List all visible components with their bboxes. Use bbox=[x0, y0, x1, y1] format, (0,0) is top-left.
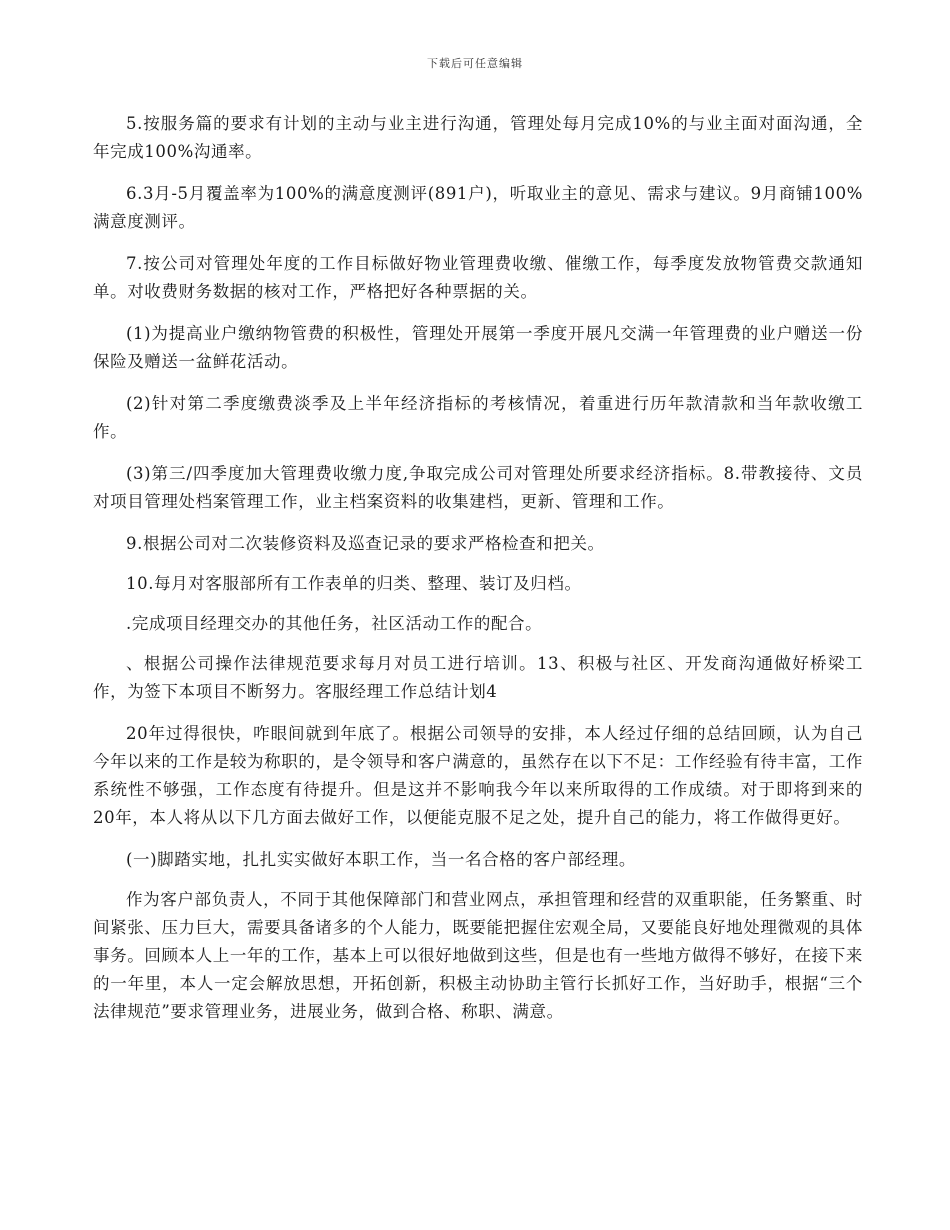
page-header: 下载后可任意编辑 bbox=[427, 57, 523, 70]
paragraph-item-5: 5.按服务篇的要求有计划的主动与业主进行沟通，管理处每月完成10%的与业主面对面沟通，全年完成100%沟通率。 bbox=[93, 114, 863, 161]
paragraph-subitem-1: (1)为提高业户缴纳物管费的积极性，管理处开展第一季度开展凡交满一年管理费的业户赠送一份保险及赠送一盆鲜花活动。 bbox=[93, 324, 863, 371]
paragraph-summary-intro: 20年过得很快，咋眼间就到年底了。根据公司领导的安排，本人经过仔细的总结回顾，认为自己今年以来的工作是较为称职的，是令领导和客户满意的，虽然存在以下不足：工作经验有待丰富，工作系统性不够强，工作态度有待提升。但是这并不影响我今年以来所取得的工作成绩。对于即将到来的20年，本人将从以下几方面去做好工作，以便能克服不足之处，提升自己的能力，将工作做得更好。 bbox=[93, 724, 863, 827]
paragraph-subitem-3: (3)第三/四季度加大管理费收缴力度,争取完成公司对管理处所要求经济指标。8.带教接待、文员对项目管理处档案管理工作，业主档案资料的收集建档，更新、管理和工作。 bbox=[93, 464, 863, 511]
paragraph-item-6: 6.3月-5月覆盖率为100%的满意度测评(891户)，听取业主的意见、需求与建议。9月商铺100%满意度测评。 bbox=[93, 184, 863, 231]
paragraph-subitem-2: (2)针对第二季度缴费淡季及上半年经济指标的考核情况，着重进行历年款清款和当年款收缴工作。 bbox=[93, 394, 863, 441]
paragraph-item-7: 7.按公司对管理处年度的工作目标做好物业管理费收缴、催缴工作，每季度发放物管费交款通知单。对收费财务数据的核对工作，严格把好各种票据的关。 bbox=[93, 254, 863, 301]
document-body bbox=[93, 110, 863, 1040]
paragraph-section-body: 作为客户部负责人，不同于其他保障部门和营业网点，承担管理和经营的双重职能，任务繁重、时间紧张、压力巨大，需要具备诸多的个人能力，既要能把握住宏观全局，又要能良好地处理微观的具体事务。回顾本人上一年的工作，基本上可以很好地做到这些，但是也有一些地方做得不够好，在接下来的一年里，本人一定会解放思想，开拓创新，积极主动协助主管行长抓好工作，当好助手，根据“三个法律规范”要求管理业务，进展业务，做到合格、称职、满意。 bbox=[93, 890, 863, 1021]
paragraph-item-12: 、根据公司操作法律规范要求每月对员工进行培训。13、积极与社区、开发商沟通做好桥梁工作，为签下本项目不断努力。客服经理工作总结计划4 bbox=[93, 654, 863, 701]
paragraph-section-heading: (一)脚踏实地，扎扎实实做好本职工作，当一名合格的客户部经理。 bbox=[126, 850, 636, 869]
paragraph-item-10: 10.每月对客服部所有工作表单的归类、整理、装订及归档。 bbox=[126, 574, 582, 593]
paragraph-item-9: 9.根据公司对二次装修资料及巡查记录的要求严格检查和把关。 bbox=[126, 534, 605, 553]
paragraph-item-11: .完成项目经理交办的其他任务，社区活动工作的配合。 bbox=[126, 614, 543, 633]
